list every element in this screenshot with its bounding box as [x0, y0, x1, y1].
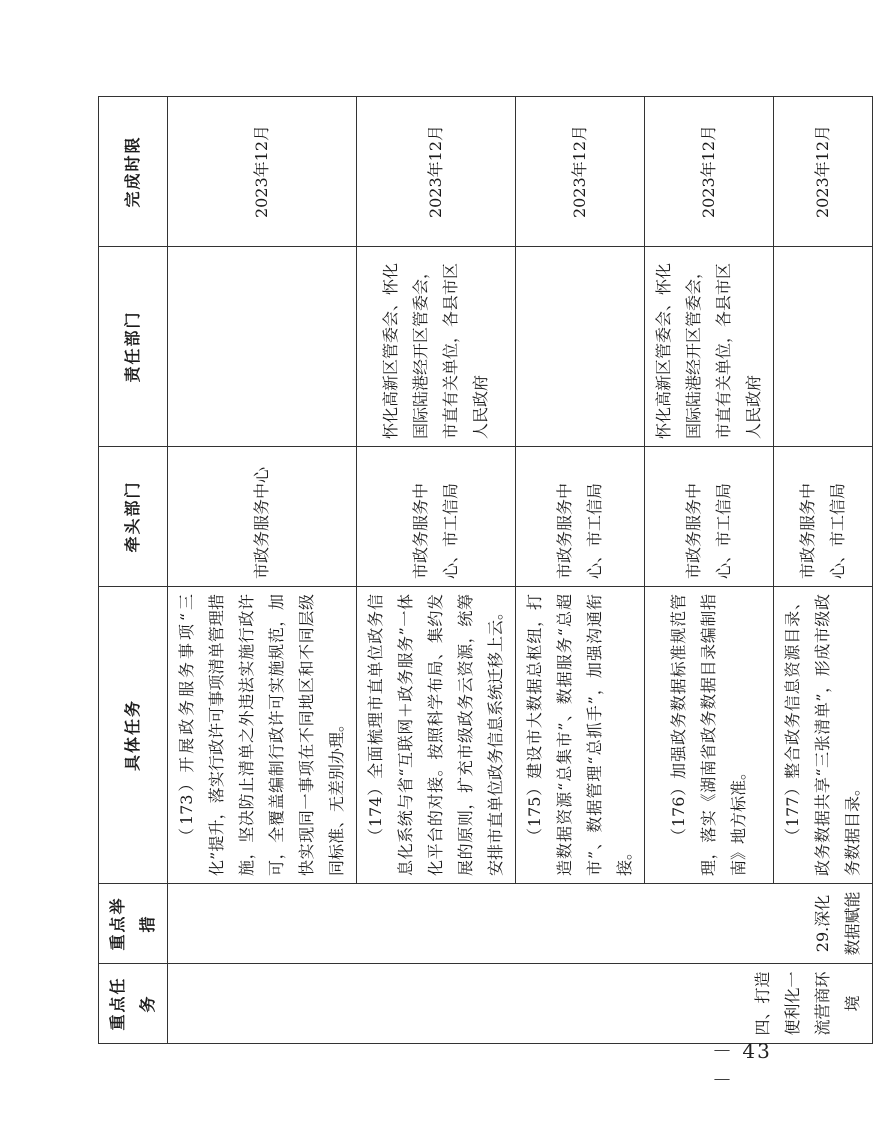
header-resp-dept: 责任部门	[99, 247, 168, 447]
lead-dept-cell: 市政务服务中心、市工信局	[516, 447, 645, 587]
header-key-task: 重点任务	[99, 964, 168, 1044]
deadline-cell: 2023年12月	[774, 97, 873, 247]
header-lead-dept: 牵头部门	[99, 447, 168, 587]
deadline-cell: 2023年12月	[645, 97, 774, 247]
task-cell: （174）全面梳理市直单位政务信息化系统与省“互联网＋政务服务”一体化平台的对接。按照科学布局、集约发展的原则，扩充市级政务云资源，统筹安排市直单位政务信息系统迁移上云。	[357, 587, 516, 884]
task-cell: （176）加强政务数据标准规范管理，落实《湖南省政务数据目录编制指南》地方标准。	[645, 587, 774, 884]
page-number: － 43 －	[712, 1039, 772, 1092]
lead-dept-cell: 市政务服务中心、市工信局	[645, 447, 774, 587]
resp-dept-cell: 怀化高新区管委会、怀化国际陆港经开区管委会，市直有关单位，各县市区人民政府	[357, 247, 516, 447]
lead-dept-cell: 市政务服务中心、市工信局	[357, 447, 516, 587]
key-measure-cell: 29.深化数据赋能	[168, 884, 873, 964]
resp-dept-cell	[516, 247, 645, 447]
header-key-measure: 重点举措	[99, 884, 168, 964]
lead-dept-cell: 市政务服务中心、市工信局	[774, 447, 873, 587]
header-specific-task: 具体任务	[99, 587, 168, 884]
resp-dept-cell	[168, 247, 357, 447]
table-row	[168, 97, 357, 1044]
task-cell: （177）整合政务信息资源目录、政务数据共享“三张清单”，形成市级政务数据目录。	[774, 587, 873, 884]
header-row	[99, 97, 168, 1044]
lead-dept-cell: 市政务服务中心	[168, 447, 357, 587]
key-task-cell: 四、打造便利化一流营商环境	[168, 964, 873, 1044]
task-cell: （175）建设市大数据总枢纽，打造数据资源“总集市”、数据服务“总超市”、数据管理“总抓手”，加强沟通衔接。	[516, 587, 645, 884]
task-table	[98, 96, 873, 1044]
task-cell: （173）开展政务服务事项“三化”提升，落实行政许可事项清单管理措施，坚决防止清单之外违法实施行政许可，全覆盖编制行政许可实施规范，加快实现同一事项在不同地区和不同层级同标准、无差别办理。	[168, 587, 357, 884]
deadline-cell: 2023年12月	[168, 97, 357, 247]
resp-dept-cell	[774, 247, 873, 447]
header-deadline: 完成时限	[99, 97, 168, 247]
deadline-cell: 2023年12月	[357, 97, 516, 247]
deadline-cell: 2023年12月	[516, 97, 645, 247]
resp-dept-cell: 怀化高新区管委会、怀化国际陆港经开区管委会，市直有关单位，各县市区人民政府	[645, 247, 774, 447]
